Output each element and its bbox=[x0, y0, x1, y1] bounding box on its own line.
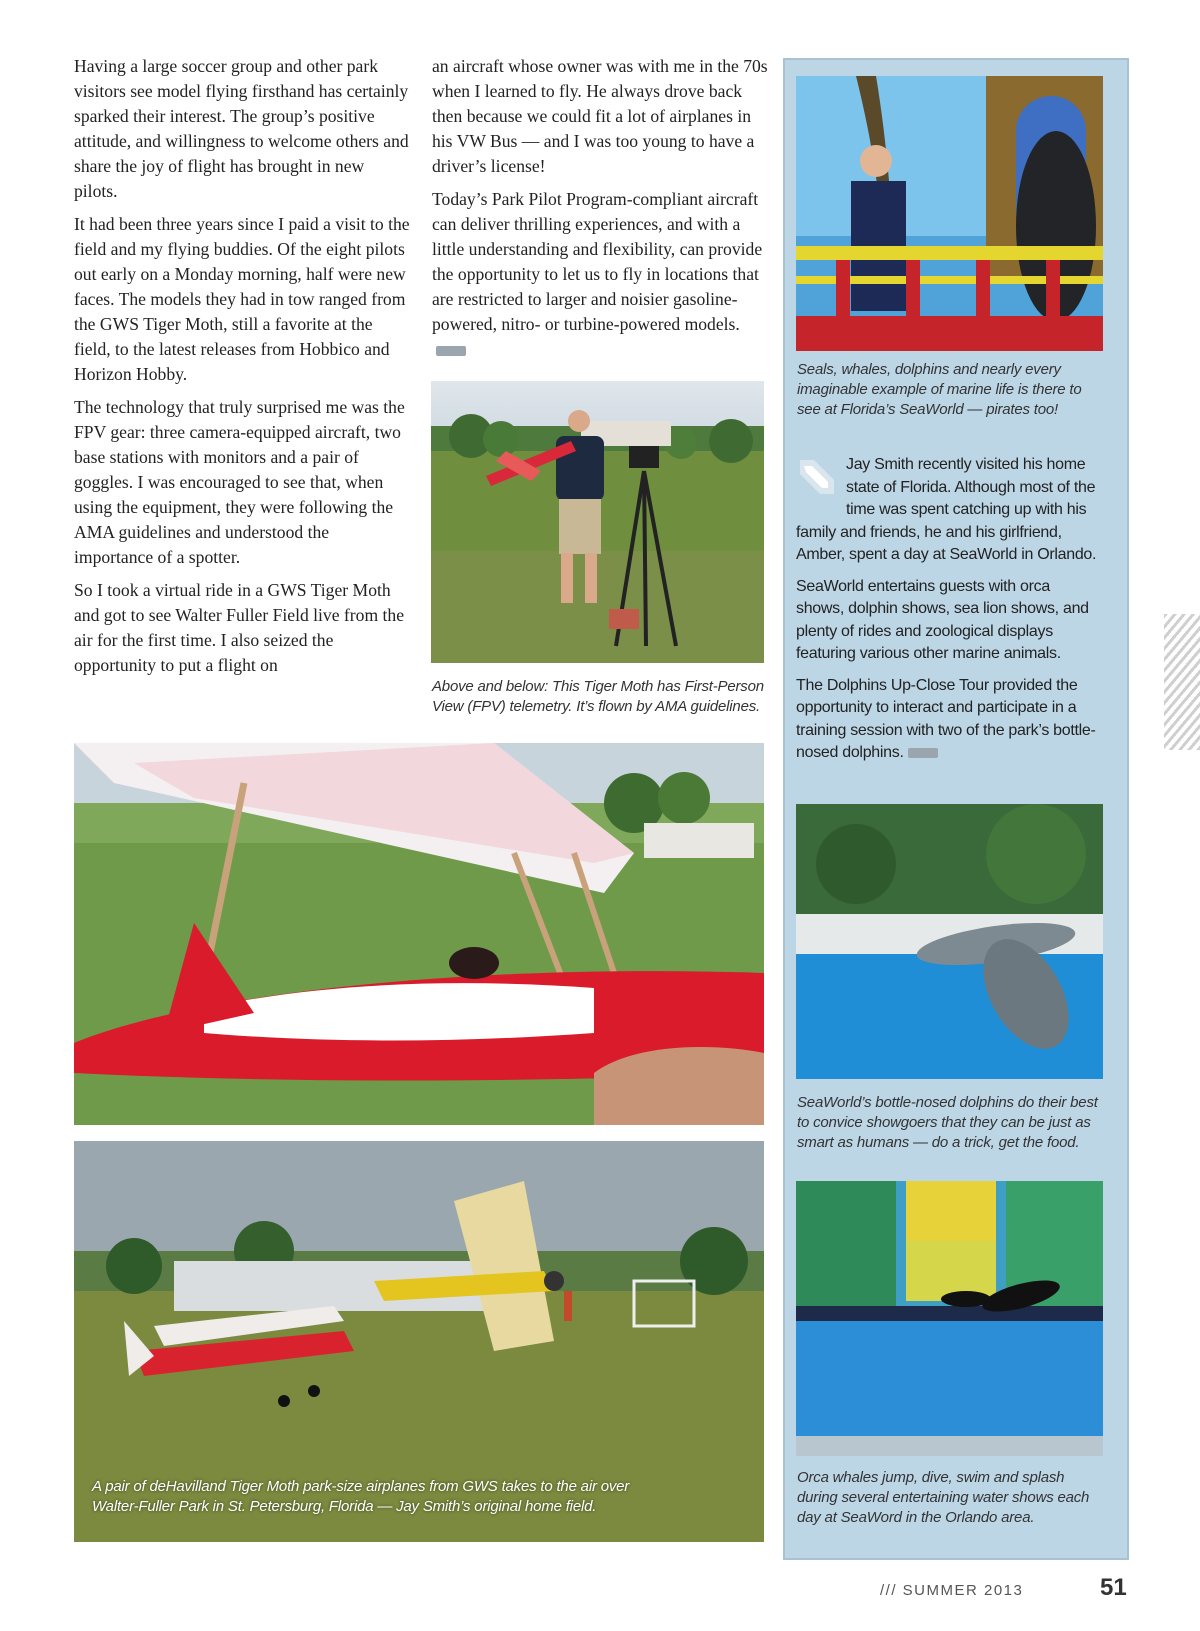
paragraph: It had been three years since I paid a visit to the field and my flying buddies. Of the eight pilots out early on a Monday morning, half were new faces. The models they had in tow ranged from the GWS Tiger Moth, still a favorite at the field, to the latest releases from Hobbico and Horizon Hobby. bbox=[74, 214, 410, 384]
paragraph bbox=[432, 187, 768, 362]
sidebar-paragraph-text: Jay Smith recently visited his home state of Florida. Although most of the time was spent catching up with his family and friends, he and his girlfriend, Amber, spent a day at SeaWorld in Orlando. bbox=[796, 456, 1097, 563]
sidebar-text bbox=[796, 454, 1101, 774]
photo-caption: SeaWorld’s bottle-nosed dolphins do their best to convice showgoers that they can be just as smart as humans — do a trick, get the food. bbox=[797, 1094, 1098, 1151]
sidebar-paragraph-text: The Dolphins Up-Close Tour provided the opportunity to interact and participate in a training session with two of the park’s bottle-nosed dolphins. bbox=[796, 676, 1096, 761]
paragraph: So I took a virtual ride in a GWS Tiger Moth and got to see Walter Fuller Field live from the air for the first time. I also seized the opportunity to put a flight on bbox=[74, 580, 405, 675]
end-mark-icon bbox=[436, 346, 466, 356]
dolphin-photo bbox=[796, 804, 1103, 1079]
end-mark-icon bbox=[908, 748, 938, 758]
sidebar-paragraph: SeaWorld entertains guests with orca shows, dolphin shows, sea lion shows, and plenty of rides and zoological displays featuring various other marine animals. bbox=[796, 577, 1089, 662]
page-number: 51 bbox=[1100, 1574, 1127, 1601]
paragraph: an aircraft whose owner was with me in the 70s when I learned to fly. He always drove back then because we could fit a lot of airplanes in his VW Bus — and I was too young to have a driver’s license! bbox=[432, 56, 768, 176]
photo-caption: Above and below: This Tiger Moth has First-Person View (FPV) telemetry. It’s flown by AMA guidelines. bbox=[432, 678, 764, 715]
red-plane-photo bbox=[74, 743, 764, 1125]
photo-caption-overlay: A pair of deHavilland Tiger Moth park-size airplanes from GWS takes to the air over Walter-Fuller Park in St. Petersburg, Florida — Jay Smith’s original home field. bbox=[92, 1478, 630, 1515]
sidebar-paragraph bbox=[796, 675, 1101, 765]
article-column-2 bbox=[432, 54, 768, 370]
article-column-1 bbox=[74, 54, 410, 686]
paragraph-text: Today’s Park Pilot Program-compliant aircraft can deliver thrilling experiences, and with a little understanding and flexibility, can provide the opportunity to let us to fly in locations that are restricted to larger and noisier gasoline-powered, nitro- or turbine-powered models. bbox=[432, 189, 763, 334]
pirate-show-photo bbox=[796, 76, 1103, 351]
issue-label: /// SUMMER 2013 bbox=[880, 1582, 1024, 1599]
edge-hatch-decoration bbox=[1164, 614, 1200, 750]
photo-caption: Seals, whales, dolphins and nearly every imaginable example of marine life is there to see at Florida’s SeaWorld — pirates too! bbox=[797, 361, 1082, 418]
photo-caption: Orca whales jump, dive, swim and splash during several entertaining water shows each day at SeaWord in the Orlando area. bbox=[797, 1469, 1090, 1526]
arrow-icon bbox=[796, 456, 838, 500]
paragraph: Having a large soccer group and other park visitors see model flying firsthand has certainly sparked their interest. The group’s positive attitude, and willingness to welcome others and share the joy of flight has brought in new pilots. bbox=[74, 56, 409, 201]
paragraph: The technology that truly surprised me was the FPV gear: three camera-equipped aircraft, two base stations with monitors and a pair of goggles. I was encouraged to see that, when using the equipment, they were following the AMA guidelines and understood the importance of a spotter. bbox=[74, 397, 405, 567]
sidebar-paragraph bbox=[796, 454, 1101, 567]
orca-show-photo bbox=[796, 1181, 1103, 1456]
pilot-photo bbox=[431, 381, 764, 663]
